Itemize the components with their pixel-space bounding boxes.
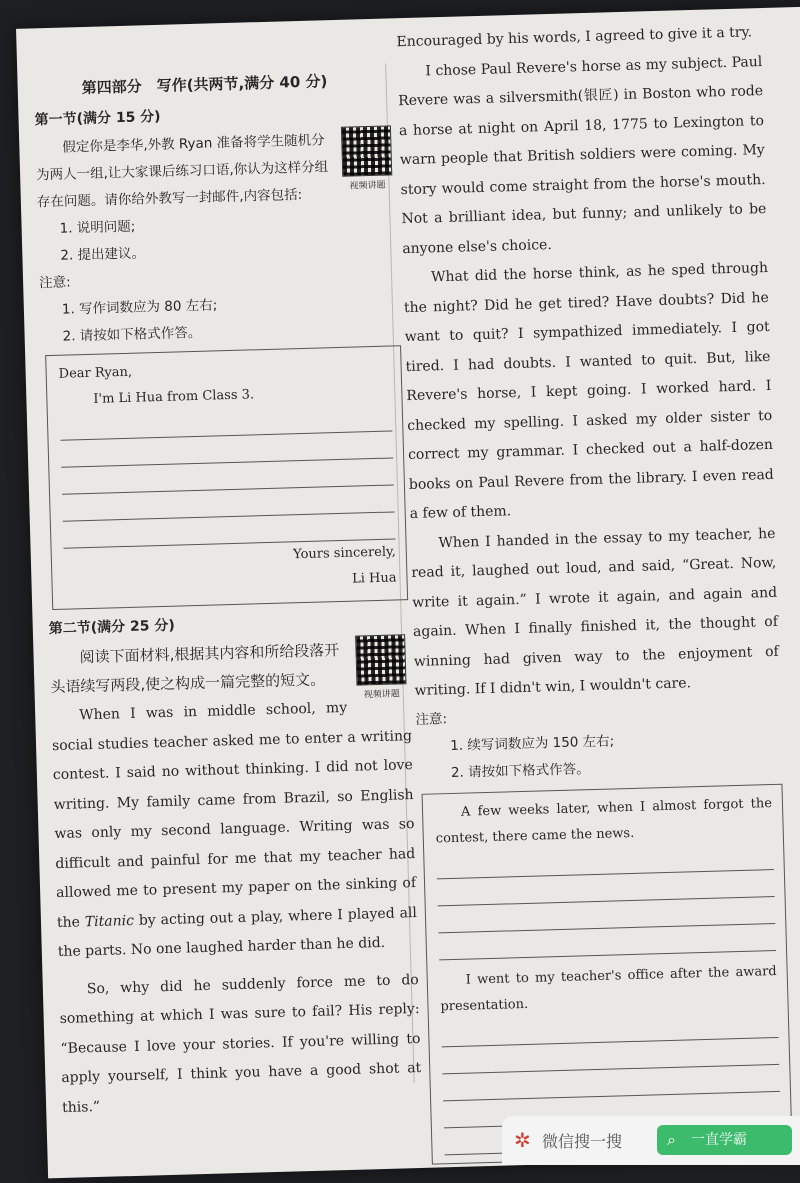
letter-opening: I'm Li Hua from Class 3.: [93, 387, 255, 407]
passage-paragraph: [51, 692, 418, 967]
paragraph-start-2: I went to my teacher's office after the award presentation.: [440, 963, 777, 1014]
passage-paragraph: So, why did he suddenly force me to do something at which I was sure to fail? His reply: “Because I love your stories. If you're willing to apply yourself, I think you have a good shot at this.”: [59, 971, 422, 1116]
passage-paragraph: Encouraged by his words, I agreed to give it a try.: [396, 24, 753, 51]
notice-item: 2. 请按如下格式作答。: [62, 324, 202, 345]
watermark-text: 微信搜一搜: [542, 1132, 623, 1151]
passage-text: by acting out a play, where I played all the parts. No one laughed harder than he did.: [57, 904, 418, 961]
right-column: [396, 18, 793, 1172]
section1-prompt: 假定你是李华,外教 Ryan 准备将学生随机分为两人一组,让大家课后练习口语,你认为这样分组存在问题。请你给外教写一封邮件,内容包括:: [35, 132, 329, 211]
exam-page: [16, 7, 800, 1179]
qr-code-2[interactable]: [351, 634, 411, 701]
flower-logo-icon: ✲: [514, 1128, 531, 1152]
search-button-label: 一直学霸: [691, 1132, 747, 1148]
passage-paragraph: When I handed in the essay to my teacher, he read it, laughed out loud, and said, “Great. Now, write it again.” I wrote it again, and again and again. When I finally finished it, the thought of winning had given way to the enjoyment of writing. If I didn't win, I wouldn't care.: [411, 525, 779, 699]
letter-greeting: Dear Ryan,: [58, 364, 133, 382]
search-button[interactable]: [657, 1125, 792, 1155]
letter-closing: Yours sincerely,: [292, 544, 397, 563]
qr-label: 视频讲题: [363, 689, 400, 701]
task-item: 2. 提出建议。: [60, 245, 146, 264]
notice-item: 1. 写作词数应为 80 左右;: [61, 297, 218, 318]
qr-code-icon[interactable]: [341, 125, 392, 176]
notice-label: 注意:: [415, 710, 448, 728]
section2-prompt: 阅读下面材料,根据其内容和所给段落开头语续写两段,使之构成一篇完整的短文。: [50, 641, 340, 697]
qr-label: 视频讲题: [349, 180, 386, 192]
notice-item: 1. 续写词数应为 150 左右;: [449, 732, 615, 754]
left-column: [33, 68, 422, 1123]
wechat-search-watermark[interactable]: [502, 1116, 800, 1165]
notice-item: 2. 请按如下格式作答。: [450, 760, 590, 781]
passage-paragraph: What did the horse think, as he sped through the night? Did he get tired? Have doubts? Did he want to quit? I sympathized immediately. I got tired. I had doubts. I wanted to quit. But, like Revere's horse, I kept going. I worked hard. I checked my spelling. I asked my older sister to correct my grammar. I checked out a half-dozen books on Paul Revere from the library. I even read a few of them.: [403, 259, 774, 523]
passage-paragraph: I chose Paul Revere's horse as my subject. Paul Revere was a silversmith(银匠) in Boston who rode a horse at night on April 18, 1775 to Lexington to warn people that British soldiers were coming. My story would come straight from the horse's mouth. Not a brilliant idea, but funny; and unlikely to be anyone else's choice.: [397, 53, 767, 257]
continuation-answer-box[interactable]: [422, 783, 793, 1164]
paragraph-start-1: A few weeks later, when I almost forgot the contest, there came the news.: [435, 795, 773, 846]
part-title: 第四部分 写作(共两节,满分 40 分): [81, 72, 328, 98]
titanic-title: Titanic: [84, 912, 135, 930]
passage-text: When I was in middle school, my social studies teacher asked me to enter a writing contest. I said no without thinking. I did not love writing. My family came from Brazil, so English was only my second language. Writing was so difficult and painful for me that my teacher had allowed me to present my paper on the sinking of the: [51, 699, 417, 931]
section1-title: 第一节(满分 15 分): [34, 108, 161, 129]
section2-title: 第二节(满分 25 分): [48, 617, 176, 638]
search-icon: ⌕: [667, 1130, 676, 1149]
notice-label: 注意:: [38, 274, 71, 292]
task-item: 1. 说明问题;: [59, 218, 136, 237]
qr-code-icon[interactable]: [355, 634, 406, 685]
letter-answer-box[interactable]: [45, 345, 408, 610]
letter-signature: Li Hua: [351, 570, 397, 587]
qr-code-1[interactable]: [337, 125, 397, 192]
